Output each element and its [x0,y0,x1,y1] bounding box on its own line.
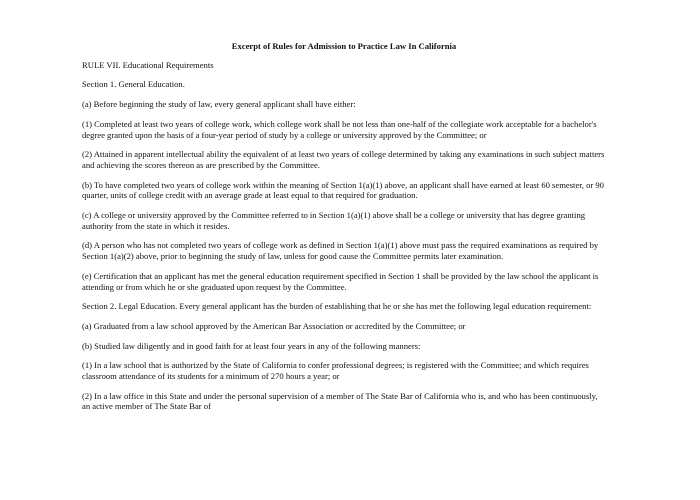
paragraph-2a: (a) Graduated from a law school approved by the American Bar Association or accredited by the Committee; or [82,320,466,331]
paragraph-1a-2: (2) Attained in apparent intellectual ability the equivalent of at least two years of college determined by taking any examinations in such subject matters and achieving the scores thereon as are prescribed by the Committee. [82,149,605,170]
paragraph-1a: (a) Before beginning the study of law, every general applicant shall have either: [82,99,356,110]
paragraph-2b-1: (1) In a law school that is authorized by the State of California to confer professional degrees; is registered with the Committee; and which requires classroom attendance of its students for a minimum of 270 hours a year; or [82,360,589,382]
document-page [82,41,606,421]
document-title: Excerpt of Rules for Admission to Practice Law In California [231,41,457,51]
paragraph-1c: (c) A college or university approved by the Committee referred to in Section 1(a)(1) above shall be a college or university that has degree granting authority from the state in which it resides. [82,210,586,231]
section-2-intro: Section 2. Legal Education. Every general applicant has the burden of establishing that he or she has met the following legal education requirement: [82,301,592,312]
paragraph-2b-2: (2) In a law office in this State and under the personal supervision of a member of The State Bar of California who is, and who has been continuously, an active member of The State Bar of [82,390,598,412]
paragraph-2b: (b) Studied law diligently and in good faith for at least four years in any of the following manners: [82,340,421,351]
section-1-heading: Section 1. General Education. [82,79,185,90]
paragraph-1a-1: (1) Completed at least two years of college work, which college work shall be not less than one-half of the collegiate work acceptable for a bachelor's degree granted upon the basis of a four-year period of study by a college or university approved by the Committee; or [82,118,597,140]
rule-heading: RULE VII. Educational Requirements [82,59,214,70]
paragraph-1e: (e) Certification that an applicant has met the general education requirement specified in Section 1 shall be provided by the law school the applicant is attending or from which he or she graduated upon request by the Committee. [82,270,599,292]
paragraph-1b: (b) To have completed two years of college work within the meaning of Section 1(a)(1) above, an applicant shall have earned at least 60 semester, or 90 quarter, units of college credit with an average grade at least equal to that required for graduation. [82,179,604,201]
paragraph-1d: (d) A person who has not completed two years of college work as defined in Section 1(a)(1) above must pass the required examinations as required by Section 1(a)(2) above, prior to beginning the study of law, unless for good cause the Committee permits later examination. [82,240,599,262]
